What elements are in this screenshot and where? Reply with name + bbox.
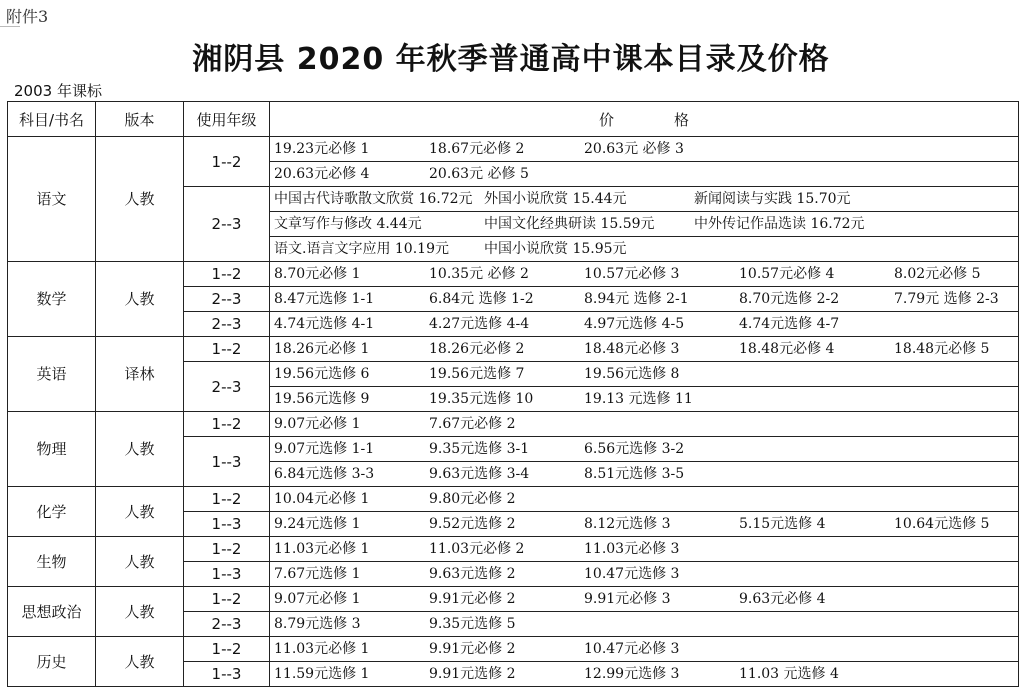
price-item: 6.84元 选修 1-2 [429, 291, 534, 307]
price-cell [270, 137, 1019, 162]
price-item: 19.56元选修 9 [274, 391, 370, 407]
price-item: 18.48元必修 4 [739, 341, 835, 357]
price-item: 6.84元选修 3-3 [274, 466, 375, 482]
edition-cell: 人教 [96, 587, 184, 637]
grade-cell: 1--3 [184, 562, 270, 587]
price-item: 7.67元必修 2 [429, 416, 516, 432]
price-item: 19.56元选修 8 [584, 366, 680, 382]
price-cell [270, 312, 1019, 337]
price-item: 19.13 元选修 11 [584, 391, 693, 407]
grade-cell: 1--2 [184, 137, 270, 187]
edition-cell: 人教 [96, 412, 184, 487]
price-cell [270, 287, 1019, 312]
subject-cell: 历史 [8, 637, 96, 687]
price-cell [270, 337, 1019, 362]
grade-cell: 1--2 [184, 262, 270, 287]
price-item: 19.56元选修 7 [429, 366, 525, 382]
price-item: 7.67元选修 1 [274, 566, 361, 582]
price-item: 新闻阅读与实践 15.70元 [694, 191, 851, 207]
table-row [8, 587, 1019, 612]
price-item: 中国古代诗歌散文欣赏 16.72元 [274, 191, 473, 207]
price-item: 20.63元 必修 3 [584, 141, 684, 157]
price-item: 9.24元选修 1 [274, 516, 361, 532]
price-item: 9.07元必修 1 [274, 591, 361, 607]
price-cell [270, 537, 1019, 562]
table-row [8, 137, 1019, 162]
price-cell [270, 437, 1019, 462]
grade-cell: 1--2 [184, 487, 270, 512]
price-cell [270, 662, 1019, 687]
price-item: 18.48元必修 5 [894, 341, 990, 357]
price-item: 8.70元必修 1 [274, 266, 361, 282]
price-item: 9.35元选修 3-1 [429, 441, 530, 457]
page-title: 湘阴县 2020 年秋季普通高中课本目录及价格 [192, 42, 830, 77]
curriculum-subtitle: 2003 年课标 [14, 82, 102, 100]
subject-cell: 语文 [8, 137, 96, 262]
price-item: 中国文化经典研读 15.59元 [484, 216, 655, 232]
price-cell [270, 362, 1019, 387]
table-header-row [8, 102, 1019, 137]
price-cell [270, 637, 1019, 662]
price-item: 9.91元必修 2 [429, 641, 516, 657]
price-cell [270, 212, 1019, 237]
grade-cell: 2--3 [184, 362, 270, 412]
grade-cell: 1--2 [184, 637, 270, 662]
price-cell [270, 187, 1019, 212]
price-item: 9.07元选修 1-1 [274, 441, 375, 457]
price-item: 18.26元必修 2 [429, 341, 525, 357]
grade-cell: 1--3 [184, 662, 270, 687]
edition-cell: 人教 [96, 487, 184, 537]
price-cell [270, 562, 1019, 587]
price-item: 语文.语言文字应用 10.19元 [274, 241, 449, 257]
header-edition: 版本 [96, 102, 184, 137]
grade-cell: 2--3 [184, 287, 270, 312]
price-item: 9.52元选修 2 [429, 516, 516, 532]
subject-cell: 思想政治 [8, 587, 96, 637]
price-item: 8.02元必修 5 [894, 266, 981, 282]
table-row [8, 412, 1019, 437]
price-item: 19.56元选修 6 [274, 366, 370, 382]
edition-cell: 译林 [96, 337, 184, 412]
price-item: 8.70元选修 2-2 [739, 291, 840, 307]
grade-cell: 1--2 [184, 412, 270, 437]
price-item: 7.79元 选修 2-3 [894, 291, 999, 307]
price-cell [270, 512, 1019, 537]
price-cell [270, 587, 1019, 612]
price-item: 12.99元选修 3 [584, 666, 680, 682]
price-cell [270, 262, 1019, 287]
edition-cell: 人教 [96, 637, 184, 687]
price-cell [270, 387, 1019, 412]
subject-cell: 生物 [8, 537, 96, 587]
price-item: 8.51元选修 3-5 [584, 466, 685, 482]
price-item: 9.35元选修 5 [429, 616, 516, 632]
subject-cell: 英语 [8, 337, 96, 412]
price-item: 11.03元必修 3 [584, 541, 680, 557]
price-item: 6.56元选修 3-2 [584, 441, 685, 457]
table-row [8, 262, 1019, 287]
price-item: 8.94元 选修 2-1 [584, 291, 689, 307]
price-item: 外国小说欣赏 15.44元 [484, 191, 627, 207]
price-item: 19.35元选修 10 [429, 391, 534, 407]
price-item: 9.63元选修 3-4 [429, 466, 530, 482]
table-row [8, 337, 1019, 362]
price-item: 18.67元必修 2 [429, 141, 525, 157]
edition-cell: 人教 [96, 137, 184, 262]
price-item: 8.79元选修 3 [274, 616, 361, 632]
subject-cell: 物理 [8, 412, 96, 487]
header-grade: 使用年级 [184, 102, 270, 137]
price-item: 中外传记作品选读 16.72元 [694, 216, 865, 232]
price-item: 20.63元 必修 5 [429, 166, 529, 182]
subject-cell: 数学 [8, 262, 96, 337]
price-cell [270, 237, 1019, 262]
price-item: 10.57元必修 4 [739, 266, 835, 282]
price-item: 9.91元选修 2 [429, 666, 516, 682]
price-item: 18.26元必修 1 [274, 341, 370, 357]
subject-cell: 化学 [8, 487, 96, 537]
price-item: 9.80元必修 2 [429, 491, 516, 507]
price-item: 4.97元选修 4-5 [584, 316, 685, 332]
price-item: 9.07元必修 1 [274, 416, 361, 432]
table-row [8, 487, 1019, 512]
price-item: 9.91元必修 2 [429, 591, 516, 607]
price-item: 11.59元选修 1 [274, 666, 370, 682]
price-cell [270, 462, 1019, 487]
price-item: 11.03元必修 1 [274, 641, 370, 657]
attachment-label: 附件3 [6, 7, 49, 26]
price-item: 5.15元选修 4 [739, 516, 826, 532]
grade-cell: 2--3 [184, 187, 270, 262]
price-cell [270, 612, 1019, 637]
price-item: 10.64元选修 5 [894, 516, 990, 532]
edition-cell: 人教 [96, 262, 184, 337]
price-item: 11.03元必修 2 [429, 541, 525, 557]
price-item: 10.57元必修 3 [584, 266, 680, 282]
price-item: 9.63元选修 2 [429, 566, 516, 582]
price-cell [270, 162, 1019, 187]
grade-cell: 1--2 [184, 537, 270, 562]
price-item: 10.47元必修 3 [584, 641, 680, 657]
price-item: 11.03元必修 1 [274, 541, 370, 557]
grade-cell: 1--3 [184, 437, 270, 487]
price-item: 文章写作与修改 4.44元 [274, 216, 422, 232]
price-item: 18.48元必修 3 [584, 341, 680, 357]
price-item: 11.03 元选修 4 [739, 666, 839, 682]
price-item: 8.12元选修 3 [584, 516, 671, 532]
grade-cell: 1--2 [184, 337, 270, 362]
table-body [8, 137, 1019, 687]
price-item: 中国小说欣赏 15.95元 [484, 241, 627, 257]
price-item: 9.63元必修 4 [739, 591, 826, 607]
price-item: 20.63元必修 4 [274, 166, 370, 182]
table-row [8, 637, 1019, 662]
price-item: 4.74元选修 4-7 [739, 316, 840, 332]
table-row [8, 537, 1019, 562]
header-price: 价 格 [270, 102, 1019, 137]
grade-cell: 2--3 [184, 612, 270, 637]
grade-cell: 1--2 [184, 587, 270, 612]
price-item: 10.47元选修 3 [584, 566, 680, 582]
attachment-divider [0, 26, 20, 27]
price-item: 4.74元选修 4-1 [274, 316, 375, 332]
price-item: 4.27元选修 4-4 [429, 316, 530, 332]
price-cell [270, 412, 1019, 437]
price-item: 8.47元选修 1-1 [274, 291, 375, 307]
price-item: 10.35元 必修 2 [429, 266, 529, 282]
edition-cell: 人教 [96, 537, 184, 587]
price-cell [270, 487, 1019, 512]
price-table [7, 101, 1019, 687]
header-subject: 科目/书名 [8, 102, 96, 137]
grade-cell: 2--3 [184, 312, 270, 337]
price-item: 19.23元必修 1 [274, 141, 370, 157]
price-item: 9.91元必修 3 [584, 591, 671, 607]
grade-cell: 1--3 [184, 512, 270, 537]
price-item: 10.04元必修 1 [274, 491, 370, 507]
